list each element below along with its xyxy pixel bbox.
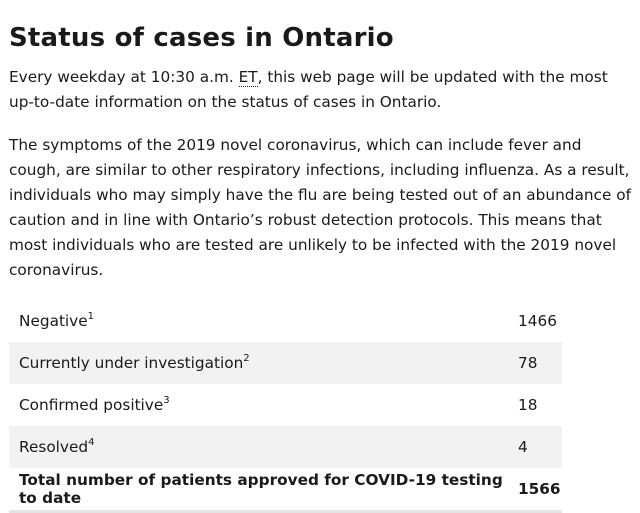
- table-row-total: [9, 468, 562, 512]
- footnote-marker[interactable]: 3: [163, 394, 170, 406]
- row-label: Currently under investigation$^2$: [9, 342, 518, 384]
- table-row-confirmed-positive: [9, 384, 562, 426]
- table-row-resolved: [9, 426, 562, 468]
- row-label: Negative$^1$: [19, 310, 95, 330]
- table-row-negative: [9, 300, 562, 342]
- page-title: Status of cases in Ontario: [9, 23, 394, 53]
- total-value: 1566: [518, 468, 562, 512]
- row-value: 1466: [518, 312, 557, 330]
- row-value: 18: [518, 396, 538, 414]
- update-notice-before: Every weekday at 10:30 a.m.: [9, 68, 239, 86]
- case-status-table: [9, 300, 562, 513]
- total-label: Total number of patients approved for COVID-19 testing to date: [9, 468, 518, 512]
- row-label: Confirmed positive$^3$: [19, 394, 170, 414]
- eastern-time-abbreviation: ET: [238, 68, 258, 86]
- row-label: Resolved$^4$: [9, 426, 518, 468]
- footnote-marker[interactable]: 4: [88, 436, 95, 448]
- symptoms-paragraph: The symptoms of the 2019 novel coronavirus, which can include fever and cough, are similar to other respiratory infections, including influenza. As a result, individuals who may simply have the flu are being tested out of an abundance of caution and in line with Ontario’s robust detection protocols. This means that most individuals who are tested are unlikely to be infected with the 2019 novel coronavirus.: [9, 136, 631, 279]
- row-value: 78: [518, 342, 562, 384]
- update-notice: [9, 65, 630, 115]
- update-notice-after: , this web page will be updated with the most up-to-date information on the status of cases in Ontario.: [9, 68, 608, 111]
- row-value: 4: [518, 426, 562, 468]
- footnote-marker[interactable]: 2: [243, 352, 250, 364]
- footnote-marker[interactable]: 1: [87, 310, 95, 322]
- table-row-under-investigation: [9, 342, 562, 384]
